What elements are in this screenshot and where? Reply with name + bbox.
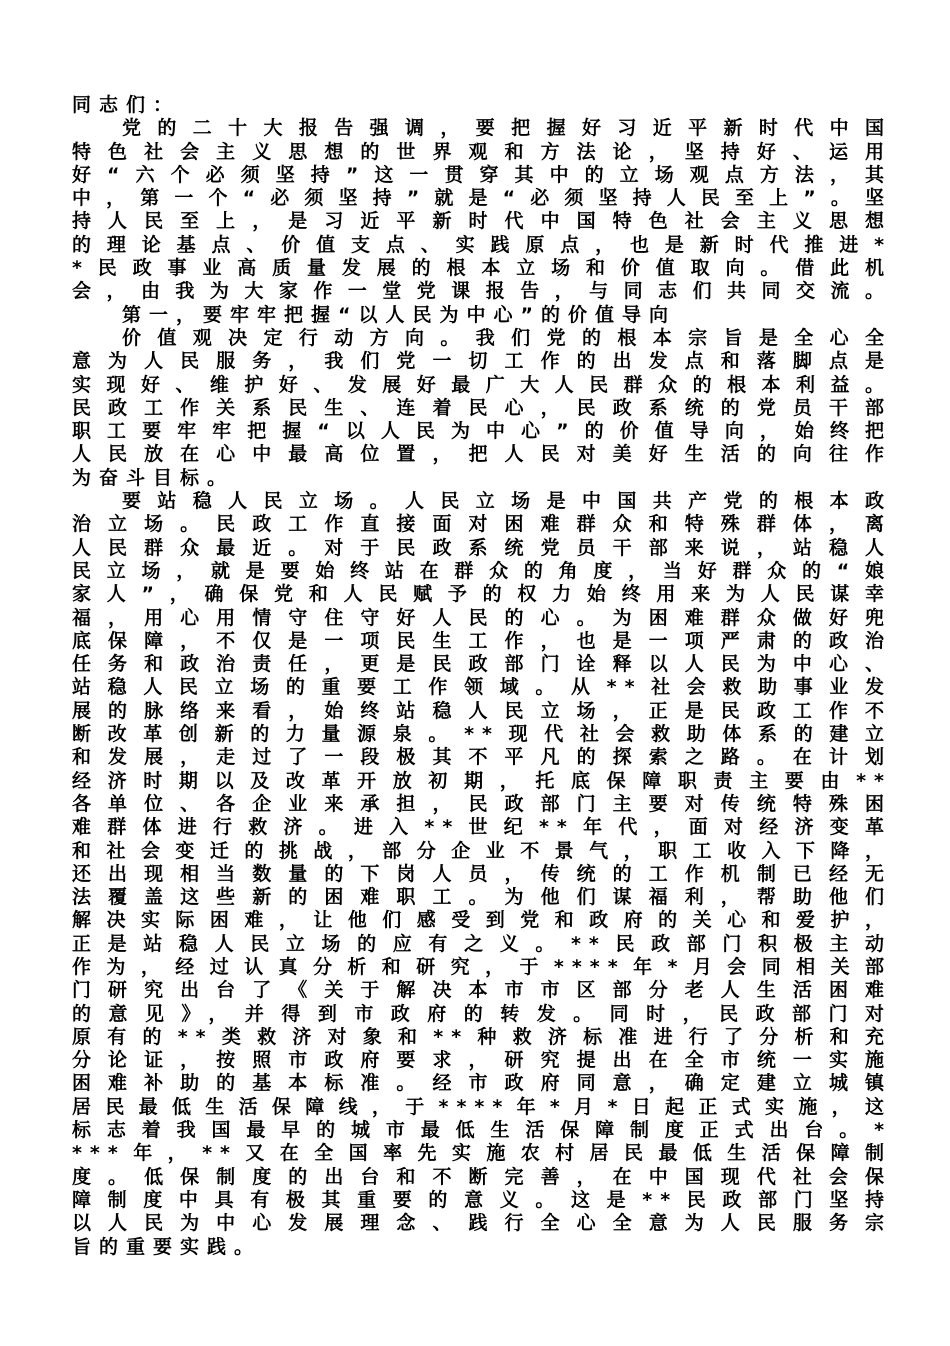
text-line: *民政事业高质量发展的根本立场和价值取向。借此机 <box>72 257 892 280</box>
text-line: 要站稳人民立场。人民立场是中国共产党的根本政 <box>122 490 892 513</box>
text-line: 会，由我为大家作一堂党课报告，与同志们共同交流。 <box>72 280 892 303</box>
text-line: 以人民为中心发展理念、践行全心全意为人民服务宗 <box>72 1212 892 1235</box>
text-line: 职工要牢牢把握“以人民为中心”的价值导向，始终把 <box>72 420 892 443</box>
document-page <box>72 94 892 1259</box>
text-line: 各单位、各企业来承担，民政部门主要对传统特殊困 <box>72 792 892 815</box>
text-line: 党的二十大报告强调，要把握好习近平新时代中国 <box>122 117 892 140</box>
text-line: 民政工作关系民生、连着民心，民政系统的党员干部 <box>72 396 892 419</box>
text-line: 持人民至上，是习近平新时代中国特色社会主义思想 <box>72 210 892 233</box>
text-line: 断改革创新的力量源泉。**现代社会救助体系的建立 <box>72 723 892 746</box>
text-line: 第一，要牢牢把握“以人民为中心”的价值导向 <box>122 303 676 326</box>
text-line: 和社会变迁的挑战，部分企业不景气，职工收入下降， <box>72 839 892 862</box>
text-line: 为奋斗目标。 <box>72 466 235 489</box>
text-line: 的理论基点、价值支点、实践原点，也是新时代推进* <box>72 233 892 256</box>
text-line: 特色社会主义思想的世界观和方法论，坚持好、运用 <box>72 140 892 163</box>
text-line: 中，第一个“必须坚持”就是“必须坚持人民至上”。坚 <box>72 187 892 210</box>
text-line: 门研究出台了《关于解决本市市区部分老人生活困难 <box>72 979 892 1002</box>
text-line: 度。低保制度的出台和不断完善，在中国现代社会保 <box>72 1165 892 1188</box>
text-line: 展的脉络来看，始终站稳人民立场，正是民政工作不 <box>72 699 892 722</box>
text-line: ***年，**又在全国率先实施农村居民最低生活保障制 <box>72 1142 892 1165</box>
text-line: 原有的**类救济对象和**种救济标准进行了分析和充 <box>72 1025 892 1048</box>
text-line: 居民最低生活保障线，于****年*月*日起正式实施，这 <box>72 1095 892 1118</box>
text-line: 人民群众最近。对于民政系统党员干部来说，站稳人 <box>72 536 892 559</box>
text-line: 意为人民服务，我们党一切工作的出发点和落脚点是 <box>72 350 892 373</box>
text-line: 和发展，走过了一段极其不平凡的探索之路。在计划 <box>72 746 892 769</box>
text-line: 人民放在心中最高位置，把人民对美好生活的向往作 <box>72 443 892 466</box>
text-line: 解决实际困难，让他们感受到党和政府的关心和爱护， <box>72 909 892 932</box>
text-line: 站稳人民立场的重要工作领域。从**社会救助事业发 <box>72 676 892 699</box>
text-line: 好“六个必须坚持”这一贯穿其中的立场观点方法，其 <box>72 163 892 186</box>
text-line: 治立场。民政工作直接面对困难群众和特殊群体，离 <box>72 513 892 536</box>
text-line: 经济时期以及改革开放初期，托底保障职责主要由** <box>72 769 892 792</box>
text-line: 难群体进行救济。进入**世纪**年代，面对经济变革 <box>72 816 892 839</box>
text-line: 家人”，确保党和人民赋予的权力始终用来为人民谋幸 <box>72 583 892 606</box>
text-line: 正是站稳人民立场的应有之义。**民政部门积极主动 <box>72 932 892 955</box>
text-line: 实现好、维护好、发展好最广大人民群众的根本利益。 <box>72 373 892 396</box>
salutation: 同志们： <box>72 94 181 116</box>
text-line: 旨的重要实践。 <box>72 1235 262 1258</box>
text-line: 分论证，按照市政府要求，研究提出在全市统一实施 <box>72 1049 892 1072</box>
document-body <box>72 117 892 1259</box>
text-line: 困难补助的基本标准。经市政府同意，确定建立城镇 <box>72 1072 892 1095</box>
text-line: 福，用心用情守住守好人民的心。为困难群众做好兜 <box>72 606 892 629</box>
text-line: 底保障，不仅是一项民生工作，也是一项严肃的政治 <box>72 629 892 652</box>
text-line: 障制度中具有极其重要的意义。这是**民政部门坚持 <box>72 1188 892 1211</box>
text-line: 标志着我国最早的城市最低生活保障制度正式出台。* <box>72 1119 892 1142</box>
text-line: 民立场，就是要始终站在群众的角度，当好群众的“娘 <box>72 559 892 582</box>
text-line: 任务和政治责任，更是民政部门诠释以人民为中心、 <box>72 653 892 676</box>
text-line: 还出现相当数量的下岗人员，传统的工作机制已经无 <box>72 862 892 885</box>
text-line: 价值观决定行动方向。我们党的根本宗旨是全心全 <box>122 326 892 349</box>
text-line: 法覆盖这些新的困难职工。为他们谋福利，帮助他们 <box>72 886 892 909</box>
text-line: 作为，经过认真分析和研究，于****年*月会同相关部 <box>72 955 892 978</box>
text-line: 的意见》，并得到市政府的转发。同时，民政部门对 <box>72 1002 892 1025</box>
